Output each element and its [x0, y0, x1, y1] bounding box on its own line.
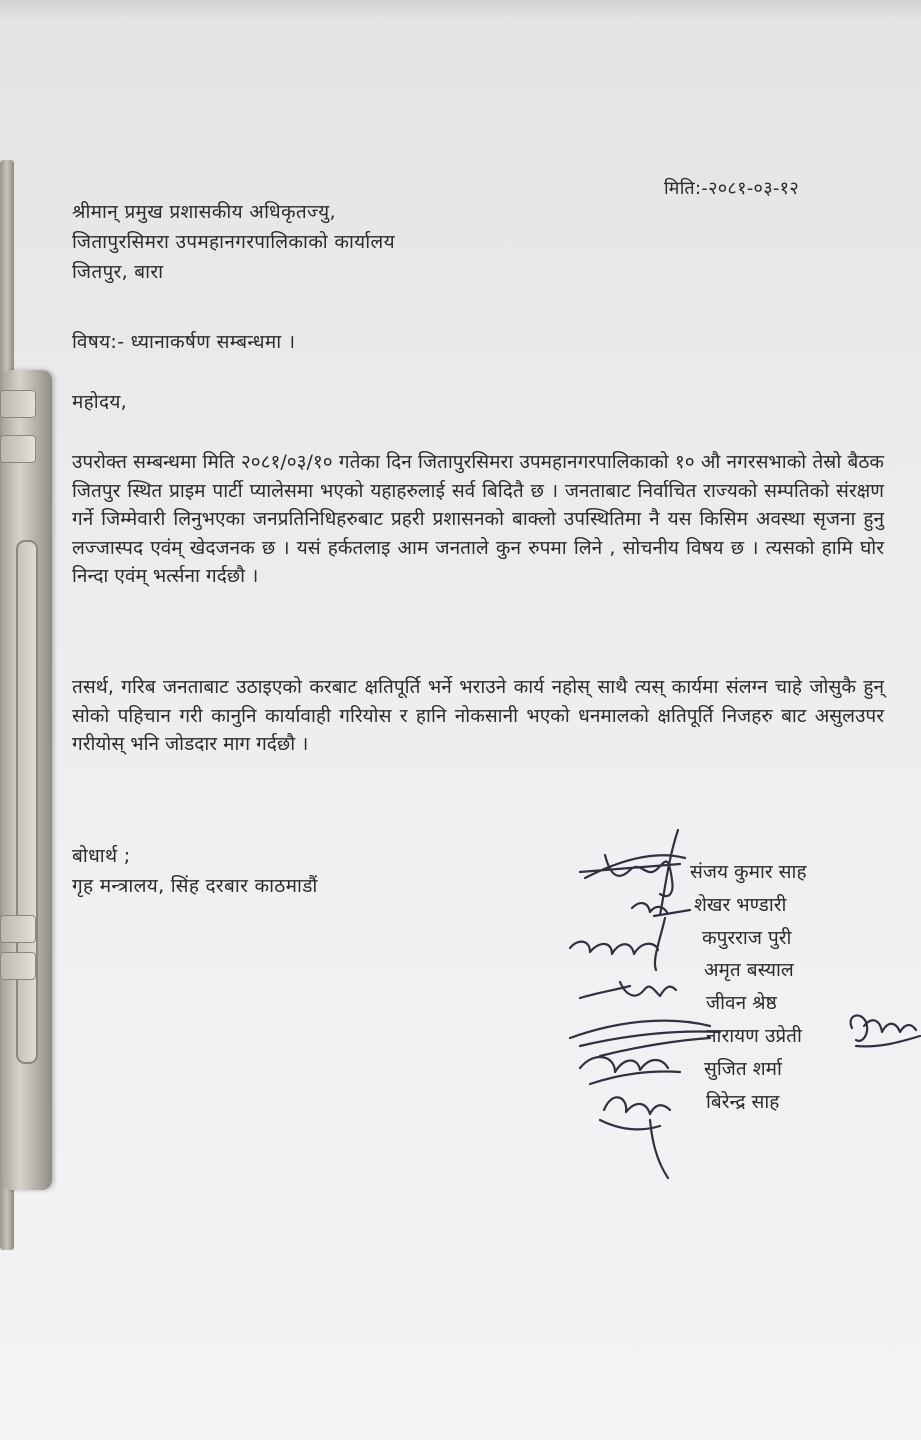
recipient-title: श्रीमान् प्रमुख प्रशासकीय अधिकृतज्यु,: [72, 201, 336, 223]
signature-8: [851, 1015, 920, 1046]
recipient-address: जितपुर, बारा: [72, 261, 164, 283]
signatory-name: बिरेन्द्र साह: [706, 1090, 780, 1113]
cc-label: बोधार्थ ;: [72, 845, 131, 867]
salutation: महोदय,: [72, 391, 128, 413]
signature-3: [570, 918, 665, 970]
signature-4: [580, 982, 676, 998]
signatory-name: सुजित शर्मा: [704, 1057, 782, 1080]
signatory-name: जीवन श्रेष्ठ: [706, 992, 777, 1015]
letter-date: मिति:-२०८१-०३-१२: [664, 178, 799, 199]
subject-line: विषय:- ध्यानाकर्षण सम्बन्धमा ।: [72, 331, 296, 353]
body-paragraph-1: उपरोक्त सम्बन्धमा मिति २०८१/०३/१० गतेका दिन जितापुरसिमरा उपमहानगरपालिकाको १० औ नगरसभाको तेस्रो बैठक जितपुर स्थित प्राइम पार्टी प्यालेसमा भएको यहाहरुलाई सर्व बिदितै छ । जनताबाट निर्वाचित राज्यको सम्पतिको संरक्षण गर्ने जिम्मेवारी लिनुभएका जनप्रतिनिधिहरुबाट प्रहरी प्रशासनको बाक्लो उपस्थितिमा नै यस किसिम अवस्था सृजना हुनु लज्जास्पद एवंम् खेदजनक छ । यसं हर्कतलाइ आम जनताले कुन रुपमा लिने , सोचनीय विषय छ । त्यसको हामि घोर निन्दा एवंम् भर्त्सना गर्दछौ ।: [72, 451, 884, 587]
signature-6: [580, 1057, 680, 1084]
signature-1: [580, 830, 685, 915]
signatory-name: संजय कुमार साह: [690, 861, 807, 883]
signature-7: [600, 1097, 670, 1178]
recipient-office: जितापुरसिमरा उपमहानगरपालिकाको कार्यालय: [72, 231, 395, 253]
cc-recipient: गृह मन्त्रालय, सिंह दरबार काठमाडौं: [72, 875, 318, 897]
signatory-list: [690, 856, 807, 1118]
body-paragraph-2: तसर्थ, गरिब जनताबाट उठाइएको करबाट क्षतिपूर्ति भर्ने भराउने कार्य नहोस् साथै त्यस् कार्यमा संलग्न चाहे जोसुकै हुन् सोको पहिचान गरी कानुनि कार्यावाही गरियोस र हानि नोकसानी भएको धनमालको क्षतिपूर्ति निजहरु बाट असुलउपर गरीयोस् भनि जोडदार माग गर्दछौ ।: [72, 676, 884, 755]
signatory-name: कपुरराज पुरी: [702, 926, 792, 949]
signatory-name: अमृत बस्याल: [704, 959, 794, 982]
signatory-name: शेखर भण्डारी: [694, 893, 787, 916]
signatory-name: नारायण उप्रेती: [706, 1024, 802, 1047]
